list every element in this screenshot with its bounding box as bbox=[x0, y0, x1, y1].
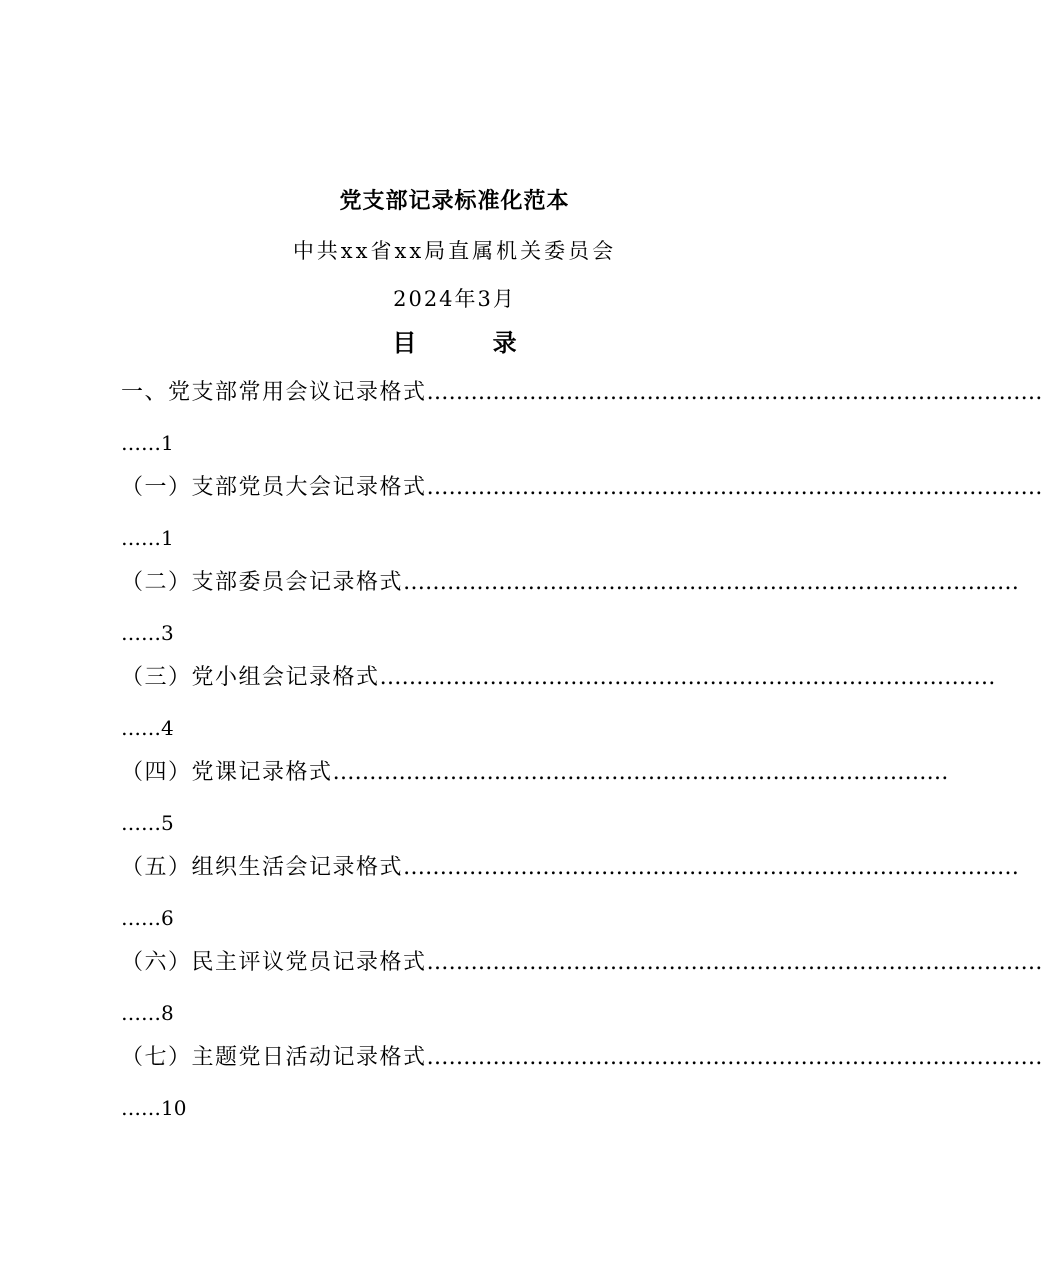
toc-entry-page-line bbox=[121, 520, 174, 556]
toc-entry[interactable] bbox=[121, 943, 1043, 1038]
toc-leader-dots: ………………………………………………………………………… bbox=[426, 475, 1043, 500]
toc-entry-label: （四）党课记录格式 bbox=[121, 760, 333, 785]
toc-entry-title-line bbox=[121, 563, 1020, 603]
toc-entry-page-line bbox=[121, 615, 174, 651]
toc-entry-label: （一）支部党员大会记录格式 bbox=[121, 475, 427, 500]
toc-leader-dots: ………………………………………………………………………… bbox=[426, 950, 1043, 975]
toc-heading: 目 录 bbox=[392, 328, 551, 357]
toc-leader-dots: …… bbox=[121, 906, 161, 930]
toc-entry[interactable] bbox=[121, 753, 949, 848]
toc-entry[interactable] bbox=[121, 373, 1043, 468]
toc-entry-title-line bbox=[121, 373, 1043, 413]
toc-entry-page-line bbox=[121, 995, 174, 1031]
toc-entry-label: （三）党小组会记录格式 bbox=[121, 665, 380, 690]
toc-entry[interactable] bbox=[121, 848, 1020, 943]
toc-entry-label: （七）主题党日活动记录格式 bbox=[121, 1045, 427, 1070]
toc-leader-dots: ………………………………………………………………………… bbox=[332, 760, 949, 785]
toc-leader-dots: ………………………………………………………………………… bbox=[379, 665, 996, 690]
toc-entry-page: 5 bbox=[161, 811, 174, 835]
toc-entry-title-line bbox=[121, 658, 996, 698]
toc-leader-dots: …… bbox=[121, 1001, 161, 1025]
toc-leader-dots: …… bbox=[121, 621, 161, 645]
toc-leader-dots: ………………………………………………………………………… bbox=[426, 380, 1043, 405]
toc-entry[interactable] bbox=[121, 658, 996, 753]
toc-entry-title-line bbox=[121, 943, 1043, 983]
document-date: 2024年3月 bbox=[393, 287, 516, 311]
toc-entry[interactable] bbox=[121, 563, 1020, 658]
toc-entry-page-line bbox=[121, 900, 174, 936]
toc-leader-dots: …… bbox=[121, 1096, 161, 1120]
toc-entry-page-line bbox=[121, 1090, 186, 1126]
toc-leader-dots: …… bbox=[121, 526, 161, 550]
toc-entry[interactable] bbox=[121, 468, 1043, 563]
document-issuer: 中共xx省xx局直属机关委员会 bbox=[292, 239, 617, 263]
toc-leader-dots: ………………………………………………………………………… bbox=[426, 1045, 1043, 1070]
toc-entry-page-line bbox=[121, 805, 174, 841]
toc-entry-page-line bbox=[121, 425, 174, 461]
toc-entry-label: （五）组织生活会记录格式 bbox=[121, 855, 404, 880]
toc-leader-dots: ………………………………………………………………………… bbox=[403, 855, 1020, 880]
toc-entry-label: （二）支部委员会记录格式 bbox=[121, 570, 404, 595]
toc-entry-page: 1 bbox=[161, 431, 174, 455]
toc-entry-label: （六）民主评议党员记录格式 bbox=[121, 950, 427, 975]
toc-entry-title-line bbox=[121, 753, 949, 793]
toc-entry-page: 8 bbox=[161, 1001, 174, 1025]
toc-entry-page: 4 bbox=[161, 716, 174, 740]
toc-entry-page: 10 bbox=[161, 1096, 187, 1120]
table-of-contents bbox=[121, 373, 1043, 1133]
toc-entry-page: 6 bbox=[161, 906, 174, 930]
toc-entry-page-line bbox=[121, 710, 174, 746]
toc-entry-title-line bbox=[121, 1038, 1043, 1078]
toc-entry-title-line bbox=[121, 848, 1020, 888]
document-title: 党支部记录标准化范本 bbox=[339, 188, 570, 214]
toc-entry-title-line bbox=[121, 468, 1043, 508]
toc-leader-dots: …… bbox=[121, 431, 161, 455]
toc-entry-page: 1 bbox=[161, 526, 174, 550]
toc-leader-dots: ………………………………………………………………………… bbox=[403, 570, 1020, 595]
toc-entry-label: 一、党支部常用会议记录格式 bbox=[121, 380, 427, 405]
toc-entry-page: 3 bbox=[161, 621, 174, 645]
toc-entry[interactable] bbox=[121, 1038, 1043, 1133]
toc-leader-dots: …… bbox=[121, 716, 161, 740]
toc-leader-dots: …… bbox=[121, 811, 161, 835]
